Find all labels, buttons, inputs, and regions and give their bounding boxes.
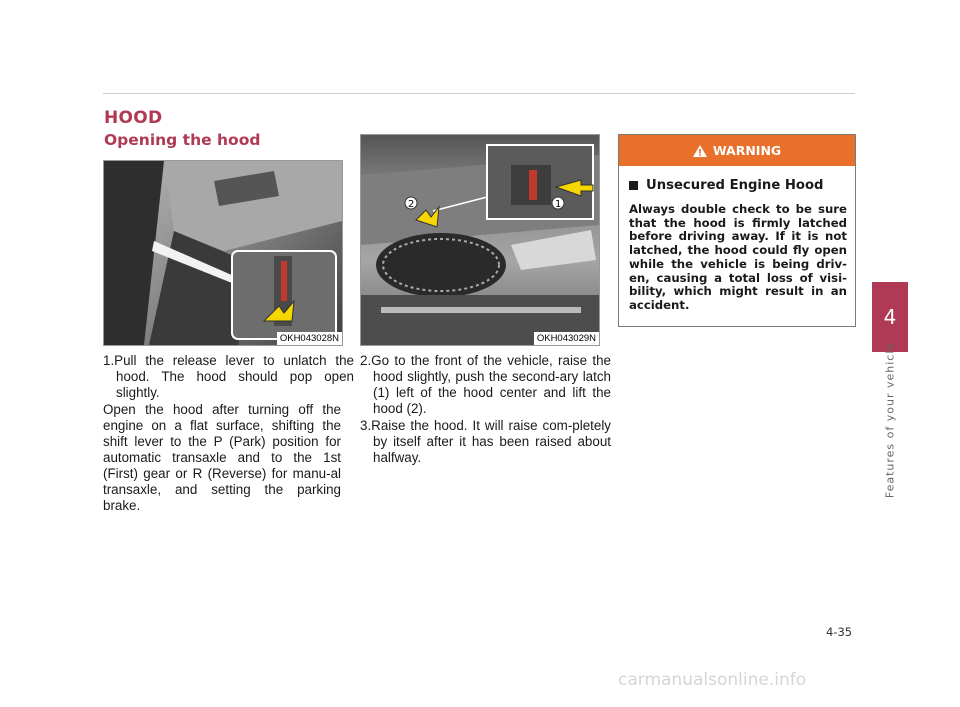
figure-code: OKH043029N [534,332,599,345]
release-lever-illustration [104,161,342,345]
bullet-square-icon [629,181,638,190]
header-rule [103,93,855,94]
chapter-tab: 4 [872,282,908,352]
car-front-illustration [361,135,599,345]
step-3: 3.Raise the hood. It will raise com-pletely by itself after it has been raised about halfway. [360,418,611,465]
warning-label: WARNING [712,143,782,158]
warning-title-text: Unsecured Engine Hood [646,178,824,193]
step-2: 2.Go to the front of the vehicle, raise the hood slightly, push the second-ary latch (1) left of the hood center and lift the hood (2). [360,353,611,416]
chapter-title: Features of your vehicle [883,341,897,499]
subsection-title: Opening the hood [104,131,261,149]
figure-code: OKH043028N [277,332,342,345]
warning-box [618,134,856,327]
section-title: HOOD [104,108,163,128]
callout-2: 2 [408,199,415,210]
warning-header [619,135,855,166]
warning-text: Always double check to be sure that the hood is firmly latched before driving away. If it is not latched, the hood could fly open while the vehicle is being driv-en, causing a total loss of visi-bility, which might result in an accident. [629,202,847,312]
warning-triangle-icon [693,145,707,157]
callout-1: 1 [555,199,562,210]
paragraph-open-hood: Open the hood after turning off the engine on a flat surface, shifting the shift lever to the P (Park) position for automatic transaxle and to the 1st (First) gear or R (Reverse) for manu-al transaxle, and setting the parking brake. [103,402,341,513]
figure-release-lever [103,160,343,346]
warning-title [629,178,823,193]
figure-hood-latch [360,134,600,346]
step-1: 1.Pull the release lever to unlatch the hood. The hood should pop open slightly. [103,353,354,400]
page-number: 4-35 [826,625,853,639]
watermark: carmanualsonline.info [618,670,807,690]
